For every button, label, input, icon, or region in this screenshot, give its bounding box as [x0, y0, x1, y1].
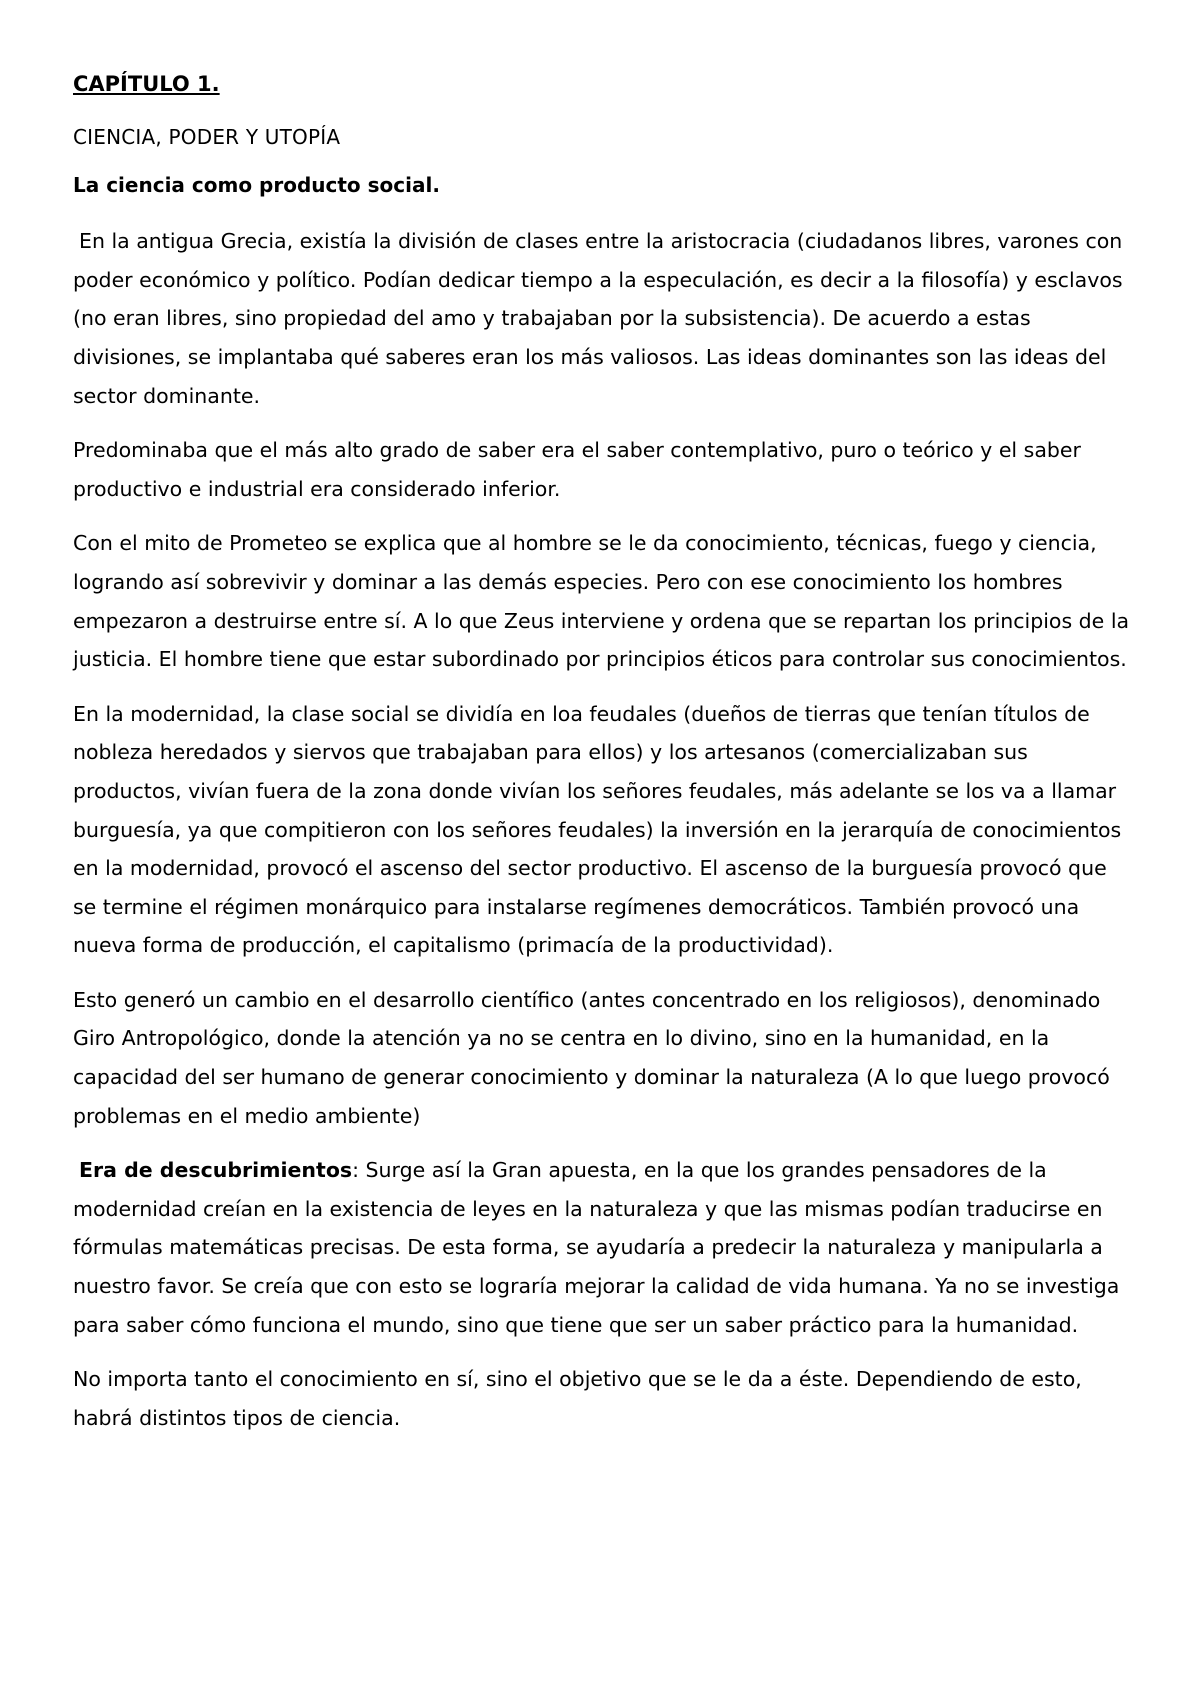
subtitle: La ciencia como producto social. [73, 173, 440, 198]
paragraph-prometheus: Con el mito de Prometeo se explica que al hombre se le da conocimiento, técnicas, fuego y ciencia, logrando así sobrevivir y dominar a las demás especies. Pero con ese conocimiento los hombres empezaron a destruirse entre sí. A lo que Zeus interviene y ordena que se repartan los principios de la justicia. El hombre tiene que estar subordinado por principios éticos para controlar sus conocimientos. [73, 531, 1130, 672]
paragraph-discoveries [73, 1151, 1135, 1344]
paragraph-anthropological-turn: Esto generó un cambio en el desarrollo científico (antes concentrado en los religiosos), denominado Giro Antropológico, donde la atención ya no se centra en lo divino, sino en la humanidad, en la capacidad del ser humano de generar conocimiento y dominar la naturaleza (A lo que luego provocó problemas en el medio ambiente) [73, 987, 1110, 1128]
document-page [73, 72, 1135, 1453]
paragraph-closing: No importa tanto el conocimiento en sí, sino el objetivo que se le da a éste. Dependiendo de esto, habrá distintos tipos de ciencia. [73, 1367, 1082, 1430]
chapter-heading: CAPÍTULO 1. [73, 72, 220, 96]
paragraph-modernity: En la modernidad, la clase social se dividía en loa feudales (dueños de tierras que tenían títulos de nobleza heredados y siervos que trabajaban para ellos) y los artesanos (comercializaban sus productos, vivían fuera de la zona donde vivían los señores feudales, más adelante se los va a llamar burguesía, ya que compitieron con los señores feudales) la inversión en la jerarquía de conocimientos en la modernidad, provocó el ascenso del sector productivo. El ascenso de la burguesía provocó que se termine el régimen monárquico para instalarse regímenes democráticos. También provocó una nueva forma de producción, el capitalismo (primacía de la productividad). [73, 701, 1122, 958]
paragraph-greece [73, 222, 1135, 415]
era-label: Era de descubrimientos [79, 1158, 353, 1183]
era-text: : Surge así la Gran apuesta, en la que los grandes pensadores de la modernidad creían en la existencia de leyes en la naturaleza y que las mismas podían traducirse en fórmulas matemáticas precisas. De esta forma, se ayudaría a predecir la naturaleza y manipularla a nuestro favor. Se creía que con esto se lograría mejorar la calidad de vida humana. Ya no se investiga para saber cómo funciona el mundo, sino que tiene que ser un saber práctico para la humanidad. [73, 1158, 1120, 1337]
paragraph-contemplative: Predominaba que el más alto grado de saber era el saber contemplativo, puro o teórico y el saber productivo e industrial era considerado inferior. [73, 438, 1081, 501]
section-title: CIENCIA, PODER Y UTOPÍA [73, 125, 341, 150]
paragraph-text: En la antigua Grecia, existía la división de clases entre la aristocracia (ciudadanos libres, varones con poder económico y político. Podían dedicar tiempo a la especulación, es decir a la filosofía) y esclavos (no eran libres, sino propiedad del amo y trabajaban por la subsistencia). De acuerdo a estas divisiones, se implantaba qué saberes eran los más valiosos. Las ideas dominantes son las ideas del sector dominante. [73, 229, 1123, 408]
